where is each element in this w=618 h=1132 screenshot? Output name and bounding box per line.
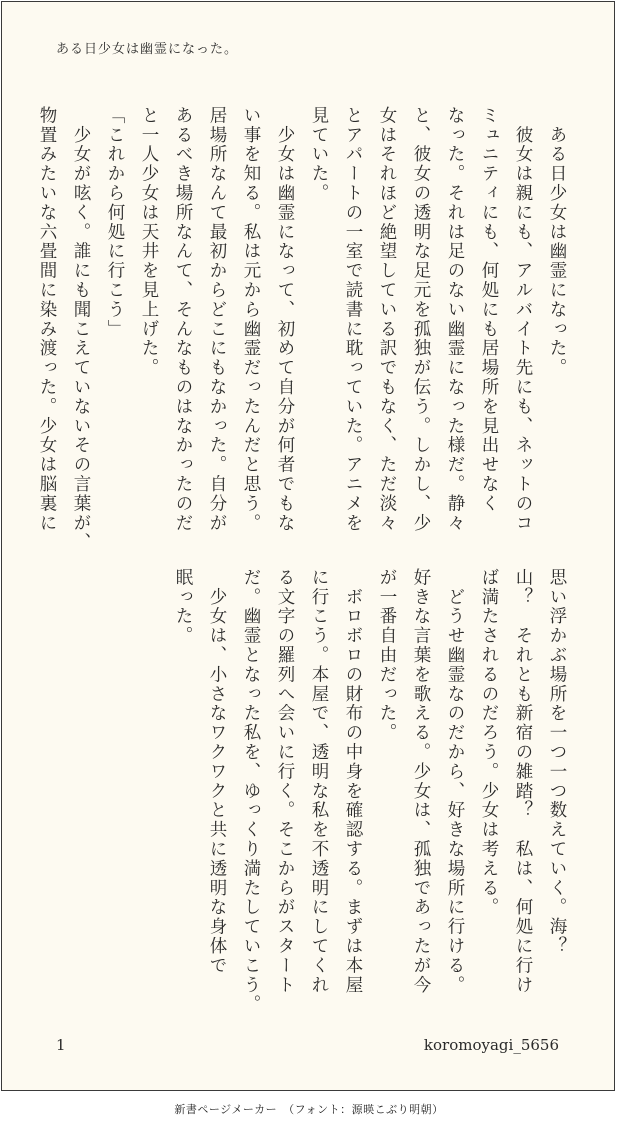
- body-text-lower-tier: 思い浮かぶ場所を一つ一つ数えていく。海？ 山？ それとも新宿の雑踏？ 私は、何処に行け ば満たされるのだろう。少女は考える。 どうせ幽霊なのだから、好きな場所に行ける。 好きな言葉を歌える。少女は、孤独であったが今 が一番自由だった。 ボロボロの財布の中身を確認する。まずは本屋 に行こう。本屋で、透明な私を不透明にしてくれ る文字の羅列へ会いに行く。そこからがスタート だ。幽霊となった私を、ゆっくり満たしていこう。 少女は、小さなワクワクと共に透明な身体で 眠った。: [173, 568, 567, 1015]
- author-handle: koromoyagi_5656: [423, 1036, 559, 1054]
- generator-credit: 新書ページメーカー （フォント：源暎こぶり明朝）: [174, 1103, 444, 1116]
- page-number: 1: [56, 1036, 66, 1054]
- body-text-upper-tier: ある日少女は幽霊になった。 彼女は親にも、アルバイト先にも、ネットのコ ミュニティにも、何処にも居場所を見出せなく なった。それは足のない幽霊になった様だ。静々 と、彼女の透明な足元を孤独が伝う。しかし、少 女はそれほど絶望している訳でもなく、ただ淡々 とアパートの一室で読書に耽っていた。アニメを 見ていた。 少女は幽霊になって、初めて自分が何者でもな い事を知る。私は元から幽霊だったんだと思う。 居場所なんて最初からどこにもなかった。自分が あるべき場所なんて、そんなものはなかったのだ と一人少女は天井を見上げた。 「これから何処に行こう」 少女が呟く。誰にも聞こえていないその言葉が、 物置みたいな六畳間に染み渡った。少女は脳裏に: [37, 106, 567, 553]
- book-page: [1, 1, 615, 1091]
- running-header-title: ある日少女は幽霊になった。: [56, 42, 239, 57]
